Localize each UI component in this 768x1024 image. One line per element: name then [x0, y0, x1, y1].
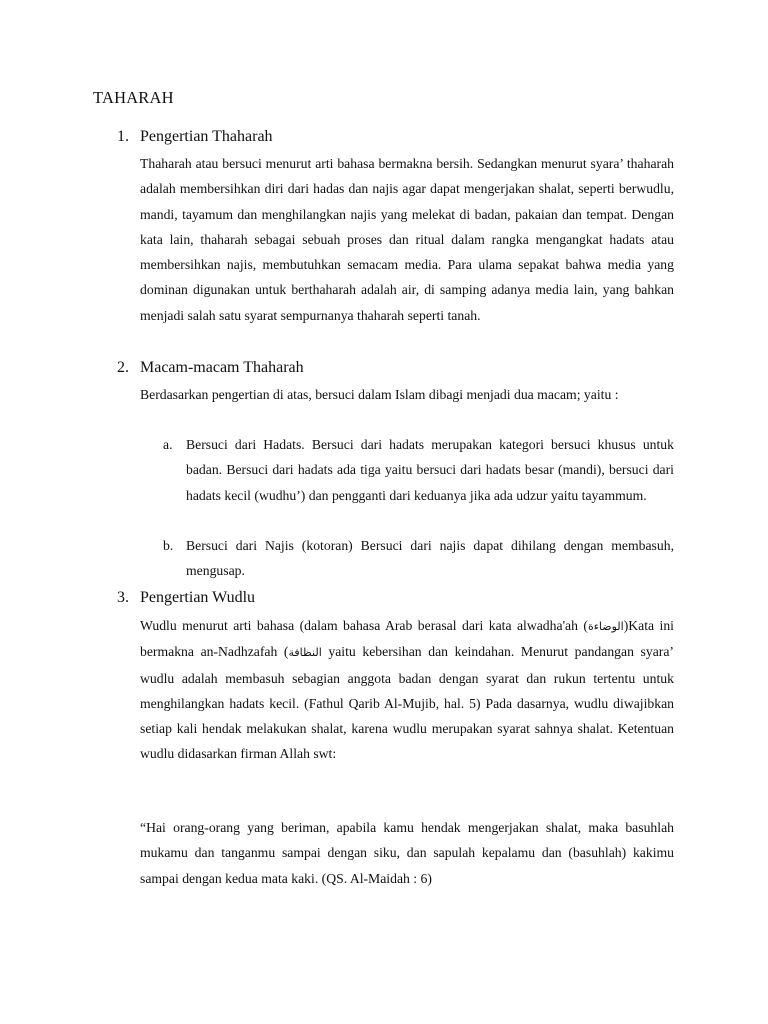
- section-number: 2.: [117, 359, 129, 376]
- list-item-letter: b.: [163, 538, 174, 553]
- document-title: TAHARAH: [93, 88, 174, 107]
- list-item-bersuci-najis: Bersuci dari Najis (kotoran) Bersuci dari najis dapat dihilang dengan membasuh, mengusap.: [186, 538, 674, 579]
- section-heading-pengertian-wudlu: Pengertian Wudlu: [140, 589, 256, 606]
- wudlu-text-mid: )Kata ini bermakna an-Nadhzafah (: [140, 618, 674, 660]
- arabic-word-annadhzafah: النظافة: [288, 646, 322, 660]
- list-item-letter: a.: [163, 437, 173, 452]
- section-heading-macam-thaharah: Macam-macam Thaharah: [140, 359, 304, 376]
- section-number: 3.: [117, 589, 129, 606]
- arabic-word-alwadhaah: الوضاءة: [587, 620, 624, 633]
- paragraph-macam-thaharah: Berdasarkan pengertian di atas, bersuci dalam Islam dibagi menjadi dua macam; yaitu :: [140, 387, 619, 402]
- wudlu-text-rest: yaitu kebersihan dan keindahan. Menurut pandangan syara’ wudlu adalah membasuh sebagian anggota badan dengan syarat dan rukun tertentu untuk menghilangkan hadats kecil. (Fathul Qarib Al-Mujib, hal. 5) Pada dasarnya, wudlu diwajibkan setiap kali hendak melakukan shalat, karena wudlu merupakan syarat sahnya shalat. Ketentuan wudlu didasarkan firman Allah swt:: [140, 644, 674, 762]
- section-number: 1.: [117, 128, 129, 145]
- list-item-bersuci-hadats: Bersuci dari Hadats. Bersuci dari hadats merupakan kategori bersuci khusus untuk badan. Bersuci dari hadats ada tiga yaitu bersuci dari hadats besar (mandi), bersuci dari hadats kecil (wudhu’) dan pengganti dari keduanya jika ada udzur yaitu tayammum.: [186, 437, 674, 503]
- paragraph-pengertian-wudlu: [140, 613, 674, 767]
- paragraph-pengertian-thaharah: Thaharah atau bersuci menurut arti bahasa bermakna bersih. Sedangkan menurut syara’ thaharah adalah membersihkan diri dari hadas dan najis agar dapat mengerjakan shalat, seperti berwudlu, mandi, tayamum dan menghilangkan najis yang melekat di badan, pakaian dan tempat. Dengan kata lain, thaharah sebagai sebuah proses dan ritual dalam rangka mengangkat hadats atau membersihkan najis, membutuhkan semacam media. Para ulama sepakat bahwa media yang dominan digunakan untuk berthaharah adalah air, di samping adanya media lain, yang bahkan menjadi salah satu syarat sempurnanya thaharah seperti tanah.: [140, 156, 674, 323]
- quote-al-maidah: “Hai orang-orang yang beriman, apabila kamu hendak mengerjakan shalat, maka basuhlah mukamu dan tanganmu sampai dengan siku, dan sapulah kepalamu dan (basuhlah) kakimu sampai dengan kedua mata kaki. (QS. Al-Maidah : 6): [140, 820, 674, 886]
- wudlu-text-lead: Wudlu menurut arti bahasa (dalam bahasa Arab berasal dari kata alwadha'ah (: [140, 618, 588, 633]
- section-heading-pengertian-thaharah: Pengertian Thaharah: [140, 128, 273, 145]
